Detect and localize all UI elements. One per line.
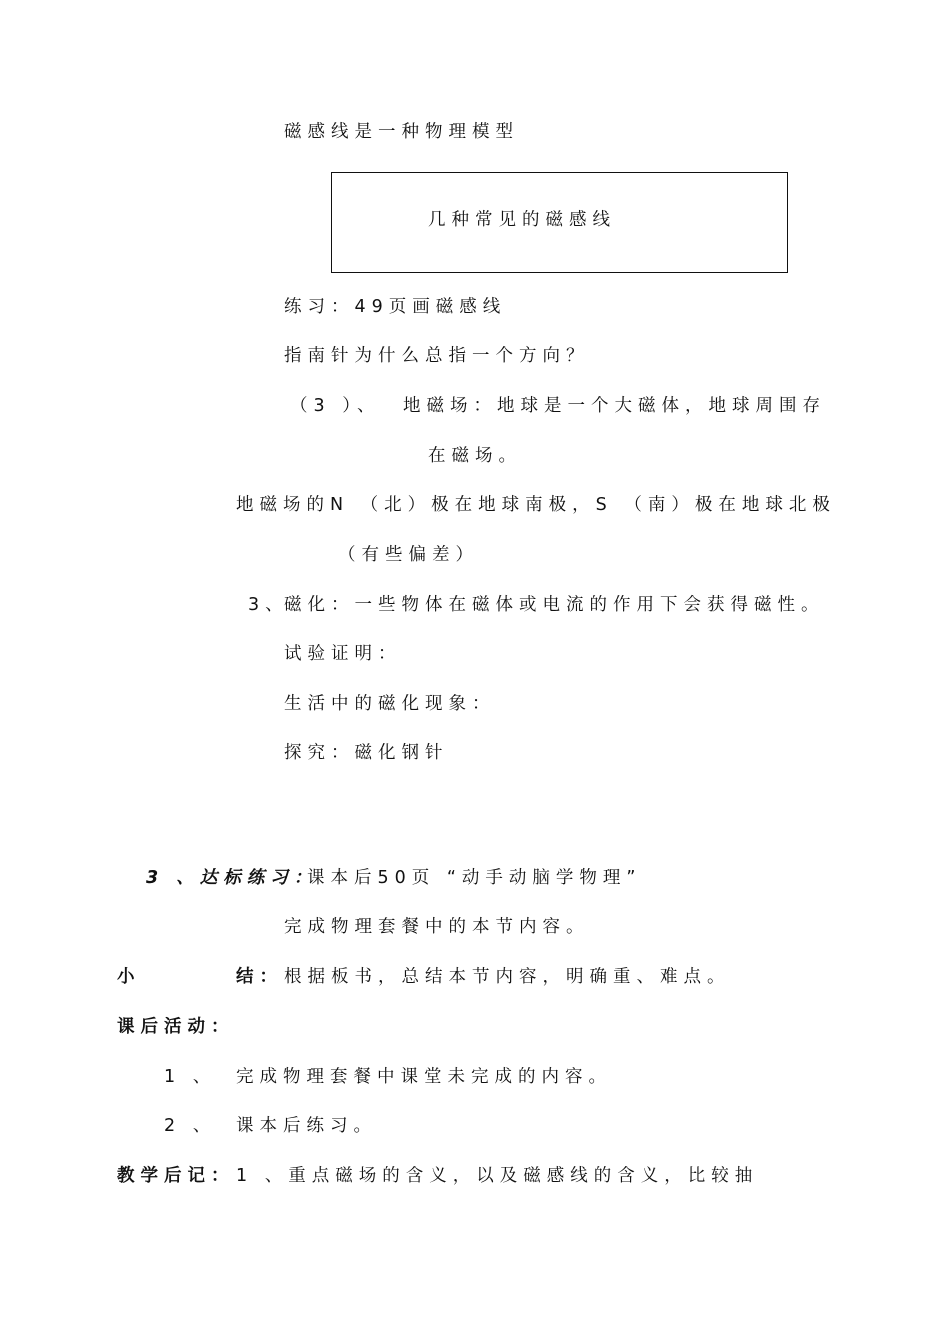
exercise-line: 练习：49页画磁感线 [284,297,507,317]
magnet-text: 磁化：一些物体在磁体或电流的作用下会获得磁性。 [284,595,825,615]
summary-label-1: 小 [117,967,141,987]
compass-question: 指南针为什么总指一个方向？ [284,346,590,366]
practice-text-2: 完成物理套餐中的本节内容。 [284,917,590,937]
magnet-num: 3、 [248,595,289,615]
life-line: 生活中的磁化现象： [284,694,496,714]
reflection-label: 教学后记： [117,1166,235,1186]
experiment-line: 试验证明： [284,644,402,664]
after-class-label: 课后活动： [117,1017,235,1037]
geo-poles-1: 地磁场的N （北）极在地球南极，S （南）极在地球北极 [236,495,836,515]
reflection-text: 1 、重点磁场的含义，以及磁感线的含义，比较抽 [236,1166,759,1186]
box-title: 几种常见的磁感线 [428,210,616,230]
summary-text: 根据板书，总结本节内容，明确重、难点。 [284,967,731,987]
geo-poles-2: （有些偏差） [338,545,479,565]
after-item2-num: 2 、 [164,1116,217,1136]
after-item2-text: 课本后练习。 [236,1116,377,1136]
after-item1-text: 完成物理套餐中课堂未完成的内容。 [236,1067,612,1087]
magnetic-lines-box [331,172,788,273]
geo-label: （3 ）、 [290,396,381,416]
geo-text-1: 地磁场：地球是一个大磁体，地球周围存 [403,396,826,416]
explore-line: 探究：磁化钢针 [284,743,449,763]
summary-label-2: 结： [236,967,283,987]
geo-text-2: 在磁场。 [428,446,522,466]
after-item1-num: 1 、 [164,1067,217,1087]
model-line: 磁感线是一种物理模型 [284,122,519,142]
practice-label: 3 、达标练习： [146,868,318,888]
practice-text: 课本后50页 “动手动脑学物理” [307,868,642,888]
